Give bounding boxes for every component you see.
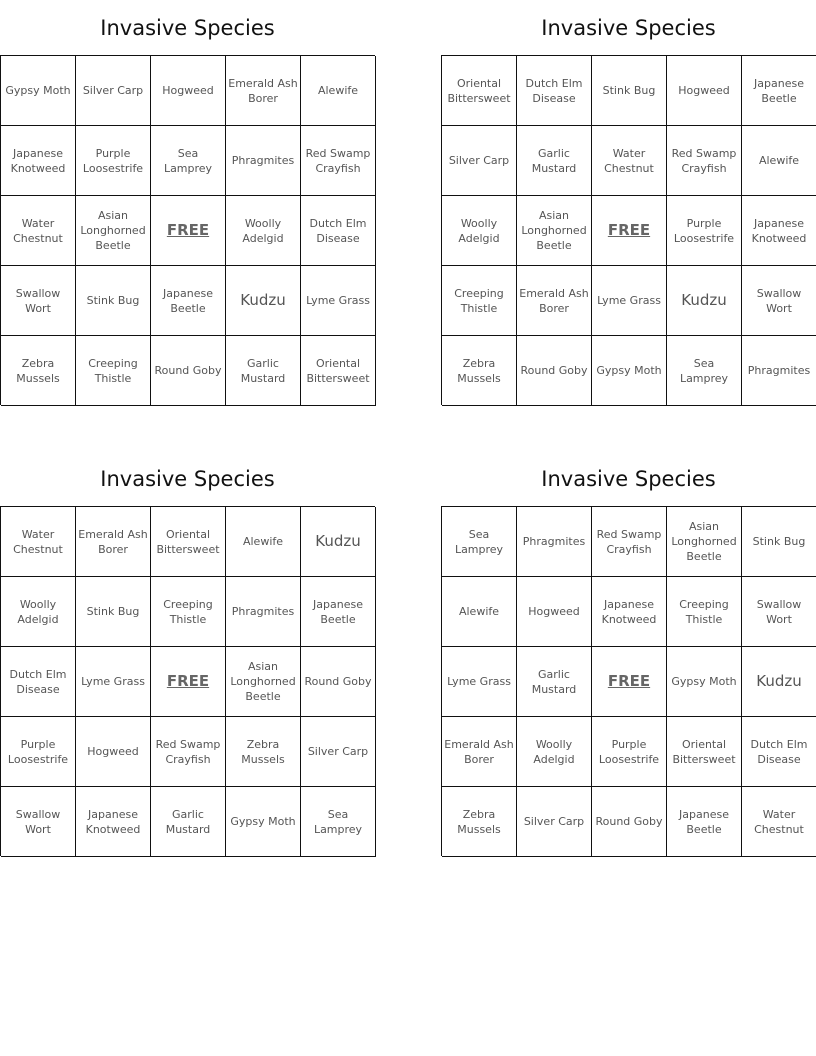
bingo-cell: Emerald Ash Borer — [517, 266, 592, 336]
bingo-cell: Hogweed — [76, 717, 151, 787]
bingo-cell: Stink Bug — [76, 266, 151, 336]
bingo-cell: Silver Carp — [76, 56, 151, 126]
bingo-cell: Swallow Wort — [742, 577, 816, 647]
bingo-cell: Swallow Wort — [1, 787, 76, 857]
bingo-cell: Round Goby — [517, 336, 592, 406]
bingo-cell: Dutch Elm Disease — [517, 56, 592, 126]
bingo-cell: Water Chestnut — [742, 787, 816, 857]
bingo-cell: Oriental Bittersweet — [442, 56, 517, 126]
bingo-cell: Lyme Grass — [592, 266, 667, 336]
bingo-cell: Asian Longhorned Beetle — [667, 507, 742, 577]
bingo-cell: Zebra Mussels — [1, 336, 76, 406]
bingo-cell: Sea Lamprey — [151, 126, 226, 196]
bingo-cell: Creeping Thistle — [76, 336, 151, 406]
bingo-cell: Asian Longhorned Beetle — [517, 196, 592, 266]
bingo-cell: Lyme Grass — [442, 647, 517, 717]
bingo-cell: Round Goby — [151, 336, 226, 406]
bingo-cell: Sea Lamprey — [301, 787, 376, 857]
bingo-cell: Japanese Knotweed — [742, 196, 816, 266]
card-title: Invasive Species — [541, 467, 716, 491]
bingo-grid — [0, 55, 375, 405]
bingo-cell: Creeping Thistle — [151, 577, 226, 647]
bingo-cell: Phragmites — [742, 336, 816, 406]
bingo-grid — [0, 506, 375, 856]
bingo-cell: Silver Carp — [301, 717, 376, 787]
bingo-cell: Garlic Mustard — [151, 787, 226, 857]
free-space: FREE — [151, 196, 226, 266]
bingo-cell: Zebra Mussels — [226, 717, 301, 787]
bingo-cell: Phragmites — [517, 507, 592, 577]
bingo-cell: Japanese Beetle — [667, 787, 742, 857]
bingo-cell: Gypsy Moth — [667, 647, 742, 717]
bingo-cell: Kudzu — [226, 266, 301, 336]
bingo-cell: Oriental Bittersweet — [667, 717, 742, 787]
bingo-cell: Silver Carp — [442, 126, 517, 196]
bingo-cell: Hogweed — [517, 577, 592, 647]
bingo-cell: Alewife — [301, 56, 376, 126]
bingo-cell: Swallow Wort — [1, 266, 76, 336]
bingo-cell: Purple Loosestrife — [592, 717, 667, 787]
bingo-cell: Purple Loosestrife — [667, 196, 742, 266]
bingo-cell: Stink Bug — [76, 577, 151, 647]
bingo-cell: Emerald Ash Borer — [226, 56, 301, 126]
bingo-cell: Japanese Knotweed — [1, 126, 76, 196]
bingo-cell: Hogweed — [667, 56, 742, 126]
bingo-cell: Creeping Thistle — [667, 577, 742, 647]
free-space: FREE — [592, 196, 667, 266]
bingo-cell: Gypsy Moth — [1, 56, 76, 126]
bingo-cell: Gypsy Moth — [226, 787, 301, 857]
bingo-cell: Japanese Beetle — [301, 577, 376, 647]
bingo-card-1 — [0, 0, 375, 405]
bingo-cell: Garlic Mustard — [517, 126, 592, 196]
bingo-cell: Oriental Bittersweet — [151, 507, 226, 577]
bingo-cell: Water Chestnut — [1, 196, 76, 266]
bingo-cell: Hogweed — [151, 56, 226, 126]
bingo-cell: Emerald Ash Borer — [76, 507, 151, 577]
bingo-cell: Gypsy Moth — [592, 336, 667, 406]
bingo-cell: Purple Loosestrife — [76, 126, 151, 196]
bingo-cell: Kudzu — [301, 507, 376, 577]
bingo-cell: Woolly Adelgid — [442, 196, 517, 266]
bingo-card-3 — [0, 451, 375, 856]
bingo-cell: Woolly Adelgid — [517, 717, 592, 787]
bingo-card-4 — [441, 451, 816, 856]
bingo-cell: Dutch Elm Disease — [1, 647, 76, 717]
bingo-cell: Sea Lamprey — [442, 507, 517, 577]
bingo-grid — [441, 55, 816, 405]
bingo-cell: Round Goby — [592, 787, 667, 857]
bingo-cell: Dutch Elm Disease — [742, 717, 816, 787]
bingo-cell: Phragmites — [226, 577, 301, 647]
bingo-cell: Oriental Bittersweet — [301, 336, 376, 406]
bingo-cell: Japanese Knotweed — [592, 577, 667, 647]
bingo-cell: Red Swamp Crayfish — [151, 717, 226, 787]
bingo-cell: Lyme Grass — [76, 647, 151, 717]
bingo-cell: Water Chestnut — [592, 126, 667, 196]
bingo-cell: Zebra Mussels — [442, 336, 517, 406]
bingo-cell: Emerald Ash Borer — [442, 717, 517, 787]
card-title: Invasive Species — [541, 16, 716, 40]
bingo-cell: Japanese Knotweed — [76, 787, 151, 857]
bingo-cell: Phragmites — [226, 126, 301, 196]
bingo-card-2 — [441, 0, 816, 405]
bingo-cell: Alewife — [226, 507, 301, 577]
bingo-cell: Dutch Elm Disease — [301, 196, 376, 266]
bingo-grid — [441, 506, 816, 856]
free-space: FREE — [151, 647, 226, 717]
bingo-cell: Asian Longhorned Beetle — [226, 647, 301, 717]
card-title: Invasive Species — [100, 16, 275, 40]
bingo-cell: Zebra Mussels — [442, 787, 517, 857]
bingo-cell: Garlic Mustard — [517, 647, 592, 717]
bingo-cell: Alewife — [442, 577, 517, 647]
bingo-cell: Japanese Beetle — [151, 266, 226, 336]
card-title: Invasive Species — [100, 467, 275, 491]
bingo-cell: Lyme Grass — [301, 266, 376, 336]
bingo-cell: Asian Longhorned Beetle — [76, 196, 151, 266]
bingo-cell: Stink Bug — [592, 56, 667, 126]
bingo-cell: Japanese Beetle — [742, 56, 816, 126]
bingo-cell: Stink Bug — [742, 507, 816, 577]
bingo-cell: Red Swamp Crayfish — [667, 126, 742, 196]
bingo-cell: Creeping Thistle — [442, 266, 517, 336]
bingo-cell: Water Chestnut — [1, 507, 76, 577]
bingo-cell: Purple Loosestrife — [1, 717, 76, 787]
bingo-cell: Kudzu — [742, 647, 816, 717]
bingo-cell: Garlic Mustard — [226, 336, 301, 406]
free-space: FREE — [592, 647, 667, 717]
bingo-cell: Red Swamp Crayfish — [592, 507, 667, 577]
bingo-cell: Alewife — [742, 126, 816, 196]
bingo-cell: Woolly Adelgid — [226, 196, 301, 266]
bingo-cell: Sea Lamprey — [667, 336, 742, 406]
bingo-cell: Round Goby — [301, 647, 376, 717]
bingo-cell: Red Swamp Crayfish — [301, 126, 376, 196]
bingo-cell: Kudzu — [667, 266, 742, 336]
bingo-cell: Silver Carp — [517, 787, 592, 857]
bingo-cell: Swallow Wort — [742, 266, 816, 336]
bingo-cell: Woolly Adelgid — [1, 577, 76, 647]
